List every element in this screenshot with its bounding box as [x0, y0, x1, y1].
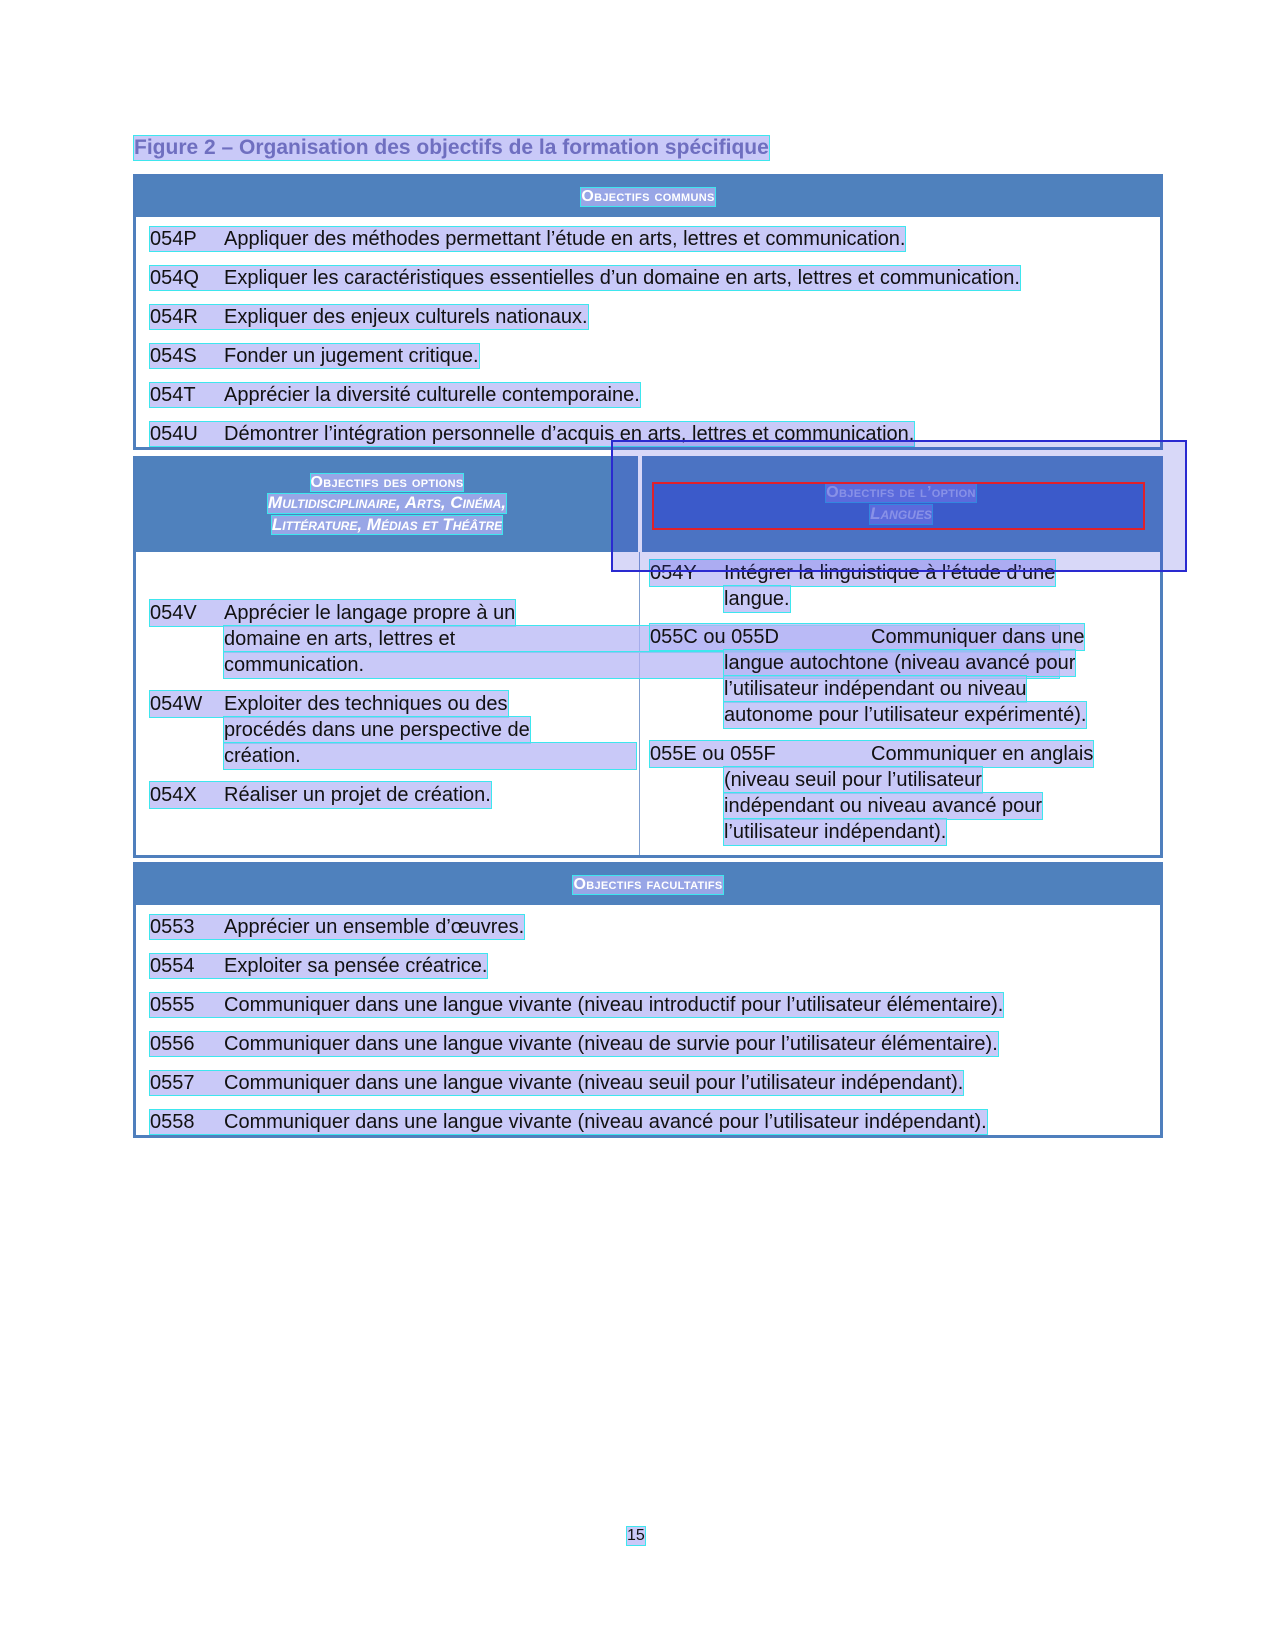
communs-header-label: Objectifs communs — [581, 188, 715, 206]
option-item-055E: 055E ou 055F Communiquer en anglais (niveau seuil pour l’utilisateur indépendant ou niveau avancé pour l’utilisateur indépendant). — [650, 743, 1094, 843]
communs-header — [136, 177, 1160, 217]
communs-item: 054R Expliquer des enjeux culturels nationaux. — [150, 306, 588, 328]
facultatifs-item: 0556 Communiquer dans une langue vivante (niveau de survie pour l’utilisateur élémentaire). — [150, 1033, 998, 1055]
options-header-left-2: Multidisciplinaire, Arts, Cinéma, — [268, 493, 506, 513]
facultatifs-item: 0558 Communiquer dans une langue vivante (niveau avancé pour l’utilisateur indépendant). — [150, 1111, 987, 1133]
option-item-054V: 054V Apprécier le langage propre à un domaine en arts, lettres et communication. — [150, 600, 1059, 678]
communs-box — [133, 174, 1163, 450]
options-header-left-1: Objectifs des options — [310, 473, 464, 491]
options-header-right-2: Langues — [870, 503, 932, 523]
option-item-054W: 054W Exploiter des techniques ou des procédés dans une perspective de création. — [150, 691, 636, 769]
option-item-055C: 055C ou 055D Communiquer dans une langue autochtone (niveau avancé pour l’utilisateur indépendant ou niveau autonome pour l’utilisateur expérimenté). — [650, 626, 1087, 726]
options-header-right-1: Objectifs de l’option — [826, 484, 976, 502]
communs-item: 054T Apprécier la diversité culturelle contemporaine. — [150, 384, 640, 406]
communs-item: 054P Appliquer des méthodes permettant l’étude en arts, lettres et communication. — [150, 228, 906, 250]
facultatifs-item: 0557 Communiquer dans une langue vivante (niveau seuil pour l’utilisateur indépendant). — [150, 1072, 964, 1094]
option-item-054X: 054X Réaliser un projet de création. — [150, 784, 491, 806]
communs-item: 054S Fonder un jugement critique. — [150, 345, 479, 367]
column-divider — [639, 552, 640, 855]
page-number: 15 — [627, 1527, 645, 1544]
facultatifs-box — [133, 862, 1163, 1138]
selection-highlight[interactable] — [652, 482, 1145, 530]
facultatifs-header-label: Objectifs facultatifs — [573, 876, 723, 894]
facultatifs-item: 0553 Apprécier un ensemble d’œuvres. — [150, 916, 525, 938]
communs-item: 054Q Expliquer les caractéristiques essentielles d’un domaine en arts, lettres et communication. — [150, 267, 1020, 289]
options-header-left-3: Littérature, Médias et Théâtre — [271, 514, 503, 534]
facultatifs-item: 0555 Communiquer dans une langue vivante (niveau introductif pour l’utilisateur élémentaire). — [150, 994, 1004, 1016]
facultatifs-item: 0554 Exploiter sa pensée créatrice. — [150, 955, 488, 977]
option-item-054Y: 054Y Intégrer la linguistique à l’étude d’une langue. — [650, 562, 1056, 610]
communs-item: 054U Démontrer l’intégration personnelle d’acquis en arts, lettres et communication. — [150, 423, 915, 445]
options-header-left — [136, 456, 638, 552]
facultatifs-header — [136, 865, 1160, 905]
figure-title: Figure 2 – Organisation des objectifs de la formation spécifique — [134, 136, 769, 159]
